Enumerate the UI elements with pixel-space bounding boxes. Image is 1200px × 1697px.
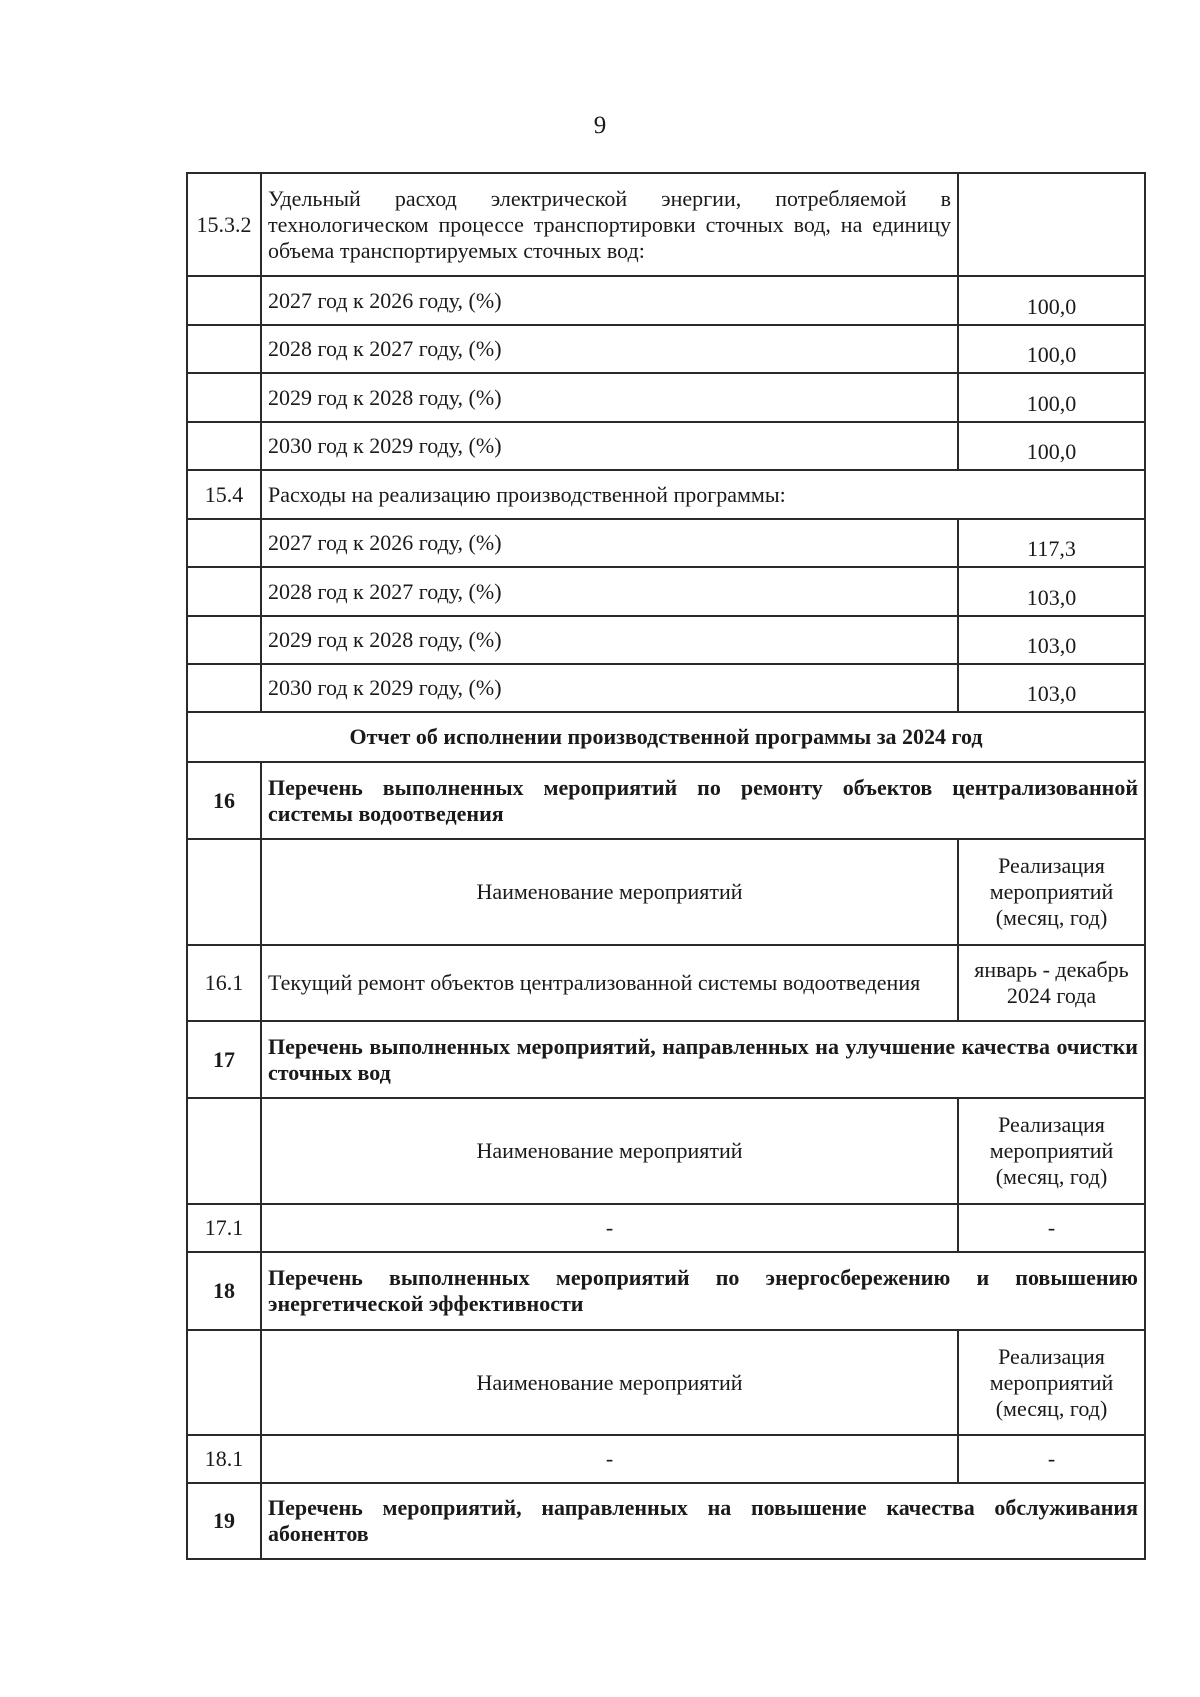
table-row <box>187 616 1145 664</box>
report-title-row <box>187 712 1145 762</box>
item-name: - <box>261 1435 958 1483</box>
column-header-implementation: Реализация мероприятий (месяц, год) <box>958 1098 1145 1204</box>
report-title: Отчет об исполнении производственной программы за 2024 год <box>187 712 1145 762</box>
section-15-3-2-value-empty <box>958 173 1145 276</box>
section-15-3-2-number: 15.3.2 <box>187 173 261 276</box>
row-label: 2030 год к 2029 году, (%) <box>261 664 958 712</box>
item-period: январь - декабрь 2024 года <box>958 945 1145 1021</box>
row-label: 2030 год к 2029 году, (%) <box>261 422 958 470</box>
section-15-3-2-title: Удельный расход электрической энергии, потребляемой в технологическом процессе транспортировки сточных вод, на единицу объема транспортируемых сточных вод: <box>261 173 958 276</box>
column-header-implementation: Реализация мероприятий (месяц, год) <box>958 1330 1145 1435</box>
row-label: 2027 год к 2026 году, (%) <box>261 276 958 325</box>
item-number: 17.1 <box>187 1204 261 1252</box>
section-19-title: Перечень мероприятий, направленных на повышение качества обслуживания абонентов <box>261 1483 1145 1559</box>
item-name: - <box>261 1204 958 1252</box>
section-19-number: 19 <box>187 1483 261 1559</box>
row-label: 2028 год к 2027 году, (%) <box>261 325 958 373</box>
row-value: 100,0 <box>958 325 1145 373</box>
section-19-header-row <box>187 1483 1145 1559</box>
row-label: 2028 год к 2027 году, (%) <box>261 567 958 616</box>
item-period: - <box>958 1435 1145 1483</box>
table-row <box>187 519 1145 567</box>
section-15-4-header-row <box>187 470 1145 519</box>
row-value: 103,0 <box>958 616 1145 664</box>
row-label: 2029 год к 2028 году, (%) <box>261 373 958 422</box>
section-16-column-headers <box>187 839 1145 945</box>
section-16-header-row <box>187 762 1145 839</box>
section-15-4-number: 15.4 <box>187 470 261 519</box>
column-header-name: Наименование мероприятий <box>261 839 958 945</box>
section-18-title: Перечень выполненных мероприятий по энергосбережению и повышению энергетической эффективности <box>261 1252 1145 1330</box>
section-15-4-title: Расходы на реализацию производственной программы: <box>261 470 1145 519</box>
row-value: 100,0 <box>958 373 1145 422</box>
row-value: 103,0 <box>958 567 1145 616</box>
section-15-3-2-header-row <box>187 173 1145 276</box>
column-header-implementation: Реализация мероприятий (месяц, год) <box>958 839 1145 945</box>
page-number: 9 <box>593 112 607 139</box>
table-row <box>187 945 1145 1021</box>
section-18-header-row <box>187 1252 1145 1330</box>
production-program-table <box>186 172 1146 1560</box>
table-row <box>187 567 1145 616</box>
table-row <box>187 373 1145 422</box>
section-18-number: 18 <box>187 1252 261 1330</box>
item-name: Текущий ремонт объектов централизованной системы водоотведения <box>261 945 958 1021</box>
section-17-title: Перечень выполненных мероприятий, направленных на улучшение качества очистки сточных вод <box>261 1021 1145 1098</box>
section-18-column-headers <box>187 1330 1145 1435</box>
table-row <box>187 1204 1145 1252</box>
row-value: 103,0 <box>958 664 1145 712</box>
row-value: 100,0 <box>958 276 1145 325</box>
table-row <box>187 1435 1145 1483</box>
item-period: - <box>958 1204 1145 1252</box>
item-number: 18.1 <box>187 1435 261 1483</box>
item-number: 16.1 <box>187 945 261 1021</box>
section-16-title: Перечень выполненных мероприятий по ремонту объектов централизованной системы водоотведения <box>261 762 1145 839</box>
table-row <box>187 276 1145 325</box>
column-header-name: Наименование мероприятий <box>261 1098 958 1204</box>
section-17-header-row <box>187 1021 1145 1098</box>
column-header-name: Наименование мероприятий <box>261 1330 958 1435</box>
row-value: 117,3 <box>958 519 1145 567</box>
table-row <box>187 325 1145 373</box>
row-label: 2027 год к 2026 году, (%) <box>261 519 958 567</box>
table-row <box>187 664 1145 712</box>
row-label: 2029 год к 2028 году, (%) <box>261 616 958 664</box>
row-value: 100,0 <box>958 422 1145 470</box>
section-17-number: 17 <box>187 1021 261 1098</box>
table-row <box>187 422 1145 470</box>
section-17-column-headers <box>187 1098 1145 1204</box>
section-16-number: 16 <box>187 762 261 839</box>
